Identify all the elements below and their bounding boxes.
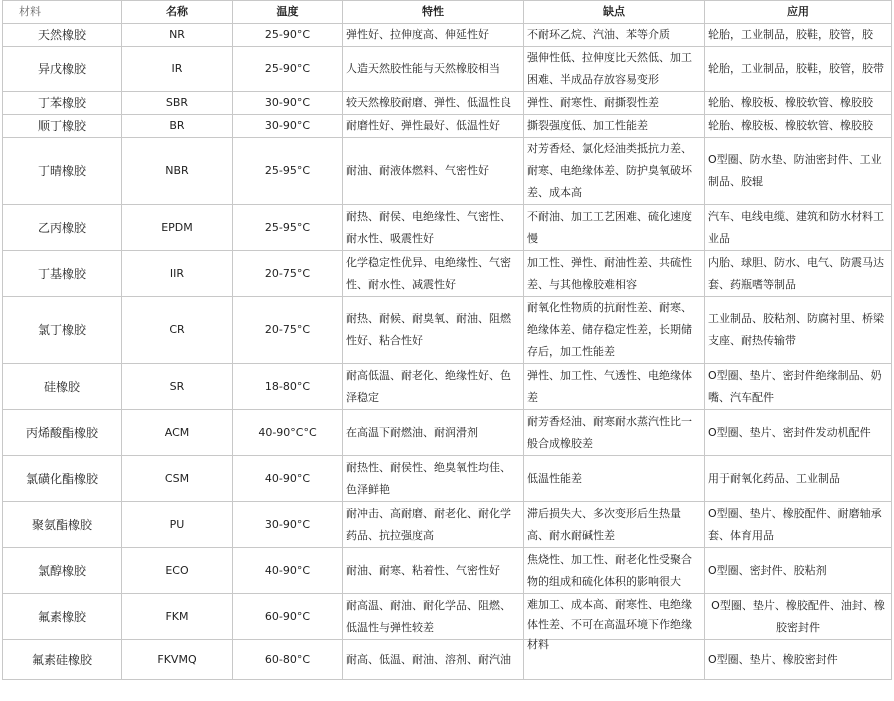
property-cell: 在高温下耐燃油、耐润滑剂 [343, 410, 524, 456]
temperature-cell: 25-95°C [233, 138, 343, 205]
material-cell: 乙丙橡胶 [3, 205, 122, 251]
property-cell: 耐磨性好、弹性最好、低温性好 [343, 115, 524, 138]
property-cell: 耐热性、耐侯性、绝臭氧性均佳、色泽鲜艳 [343, 456, 524, 502]
code-cell: NR [122, 24, 233, 47]
material-cell: 氯磺化酯橡胶 [3, 456, 122, 502]
table-row [3, 502, 892, 548]
code-cell: SR [122, 364, 233, 410]
temperature-cell: 20-75°C [233, 297, 343, 364]
property-cell: 人造天然胶性能与天然橡胶相当 [343, 47, 524, 92]
defect-cell: 对芳香烃、氯化烃油类抵抗力差、耐寒、电绝缘体差、防护臭氧破坏差、成本高 [524, 138, 705, 205]
table-row [3, 115, 892, 138]
property-cell: 耐冲击、高耐磨、耐老化、耐化学药品、抗拉强度高 [343, 502, 524, 548]
code-cell: IIR [122, 251, 233, 297]
material-cell: 丁基橡胶 [3, 251, 122, 297]
material-cell: 顺丁橡胶 [3, 115, 122, 138]
material-cell: 氟素硅橡胶 [3, 640, 122, 680]
application-cell: 用于耐氧化药品、工业制品 [705, 456, 892, 502]
defect-cell: 弹性、加工性、气透性、电绝缘体差 [524, 364, 705, 410]
defect-cell: 不耐环乙烷、汽油、苯等介质 [524, 24, 705, 47]
defect-cell: 不耐油、加工工艺困难、硫化速度慢 [524, 205, 705, 251]
defect-cell: 耐芳香烃油、耐寒耐水蒸汽性比一般合成橡胶差 [524, 410, 705, 456]
code-cell: BR [122, 115, 233, 138]
table-row [3, 594, 892, 640]
header-defect: 缺点 [524, 1, 705, 24]
application-cell: 轮胎、橡胶板、橡胶软管、橡胶胶 [705, 115, 892, 138]
header-temperature: 温度 [233, 1, 343, 24]
table-row [3, 205, 892, 251]
material-cell: 聚氨酯橡胶 [3, 502, 122, 548]
temperature-cell: 30-90°C [233, 502, 343, 548]
table-row [3, 364, 892, 410]
code-cell: IR [122, 47, 233, 92]
property-cell: 耐油、耐液体燃料、气密性好 [343, 138, 524, 205]
material-cell: 氟素橡胶 [3, 594, 122, 640]
material-cell: 氯丁橡胶 [3, 297, 122, 364]
temperature-cell: 25-95°C [233, 205, 343, 251]
property-cell: 耐热、耐候、耐臭氧、耐油、阻燃性好、粘合性好 [343, 297, 524, 364]
defect-cell: 弹性、耐寒性、耐撕裂性差 [524, 92, 705, 115]
code-cell: PU [122, 502, 233, 548]
application-cell: O型圈、垫片、橡胶配件、耐磨轴承套、体育用品 [705, 502, 892, 548]
material-cell: 异戊橡胶 [3, 47, 122, 92]
temperature-cell: 60-90°C [233, 594, 343, 640]
header-property: 特性 [343, 1, 524, 24]
property-cell: 耐高、低温、耐油、溶剂、耐汽油 [343, 640, 524, 680]
application-cell: 轮胎，工业制品，胶鞋，胶管，胶 [705, 24, 892, 47]
material-cell: 硅橡胶 [3, 364, 122, 410]
temperature-cell: 40-90°C [233, 548, 343, 594]
code-cell: EPDM [122, 205, 233, 251]
defect-cell: 撕裂强度低、加工性能差 [524, 115, 705, 138]
property-cell: 耐高低温、耐老化、绝缘性好、色泽稳定 [343, 364, 524, 410]
code-cell: CSM [122, 456, 233, 502]
defect-cell: 强伸性低、拉伸度比天然低、加工困难、半成品存放容易变形 [524, 47, 705, 92]
table-row [3, 251, 892, 297]
temperature-cell: 60-80°C [233, 640, 343, 680]
table-row [3, 456, 892, 502]
application-cell: O型圈、垫片、密封件绝缘制品、奶嘴、汽车配件 [705, 364, 892, 410]
material-cell: 丁晴橡胶 [3, 138, 122, 205]
temperature-cell: 40-90°C [233, 456, 343, 502]
application-cell: 轮胎，工业制品，胶鞋，胶管，胶带 [705, 47, 892, 92]
header-material: 材料 [3, 1, 122, 24]
code-cell: NBR [122, 138, 233, 205]
temperature-cell: 25-90°C [233, 47, 343, 92]
temperature-cell: 20-75°C [233, 251, 343, 297]
header-row [3, 1, 892, 24]
application-cell: O型圈、垫片、橡胶配件、油封、橡胶密封件 [705, 594, 892, 640]
property-cell: 耐油、耐寒、粘着性、气密性好 [343, 548, 524, 594]
code-cell: CR [122, 297, 233, 364]
code-cell: FKVMQ [122, 640, 233, 680]
table-row [3, 548, 892, 594]
application-cell: 轮胎、橡胶板、橡胶软管、橡胶胶 [705, 92, 892, 115]
temperature-cell: 30-90°C [233, 115, 343, 138]
defect-cell: 低温性能差 [524, 456, 705, 502]
temperature-cell: 30-90°C [233, 92, 343, 115]
table-row [3, 410, 892, 456]
header-application: 应用 [705, 1, 892, 24]
code-cell: ACM [122, 410, 233, 456]
material-cell: 氯醇橡胶 [3, 548, 122, 594]
header-name: 名称 [122, 1, 233, 24]
application-cell: 内胎、球胆、防水、电气、防震马达套、药瓶嗜等制品 [705, 251, 892, 297]
table-row [3, 297, 892, 364]
table-row [3, 138, 892, 205]
temperature-cell: 40-90°C°C [233, 410, 343, 456]
material-cell: 丙烯酸酯橡胶 [3, 410, 122, 456]
defect-cell [524, 594, 705, 651]
property-cell: 耐热、耐侯、电绝缘性、气密性、耐水性、吸震性好 [343, 205, 524, 251]
temperature-cell: 18-80°C [233, 364, 343, 410]
application-cell: O型圈、密封件、胶粘剂 [705, 548, 892, 594]
application-cell: O型圈、垫片、密封件发动机配件 [705, 410, 892, 456]
code-cell: SBR [122, 92, 233, 115]
defect-cell [524, 640, 705, 680]
code-cell: ECO [122, 548, 233, 594]
material-cell: 天然橡胶 [3, 24, 122, 47]
temperature-cell: 25-90°C [233, 24, 343, 47]
property-cell: 耐高温、耐油、耐化学品、阻燃、低温性与弹性较差 [343, 594, 524, 640]
defect-cell: 滞后损失大、多次变形后生热量高、耐水耐碱性差 [524, 502, 705, 548]
table-row [3, 24, 892, 47]
table-row [3, 640, 892, 680]
property-cell: 化学稳定性优异、电绝缘性、气密性、耐水性、减震性好 [343, 251, 524, 297]
property-cell: 弹性好、拉伸度高、伸延性好 [343, 24, 524, 47]
defect-cell: 加工性、弹性、耐油性差、共硫性差、与其他橡胶难相容 [524, 251, 705, 297]
application-cell: 工业制品、胶粘剂、防腐衬里、桥梁支座、耐热传输带 [705, 297, 892, 364]
defect-cell: 焦烧性、加工性、耐老化性受聚合物的组成和硫化体积的影响很大 [524, 548, 705, 594]
table-row [3, 92, 892, 115]
defect-cell: 耐氧化性物质的抗耐性差、耐寒、绝缘体差、储存稳定性差，长期储存后，加工性能差 [524, 297, 705, 364]
rubber-materials-table [2, 0, 892, 680]
application-cell: 汽车、电线电缆、建筑和防水材料工业品 [705, 205, 892, 251]
material-cell: 丁苯橡胶 [3, 92, 122, 115]
code-cell: FKM [122, 594, 233, 640]
table-row [3, 47, 892, 92]
application-cell: O型圈、垫片、橡胶密封件 [705, 640, 892, 680]
application-cell: O型圈、防水垫、防油密封件、工业制品、胶辊 [705, 138, 892, 205]
property-cell: 较天然橡胶耐磨、弹性、低温性良 [343, 92, 524, 115]
defect-cell-text: 难加工、成本高、耐寒性、电绝缘体性差、不可在高温环境下作绝缘材料 [527, 598, 692, 651]
